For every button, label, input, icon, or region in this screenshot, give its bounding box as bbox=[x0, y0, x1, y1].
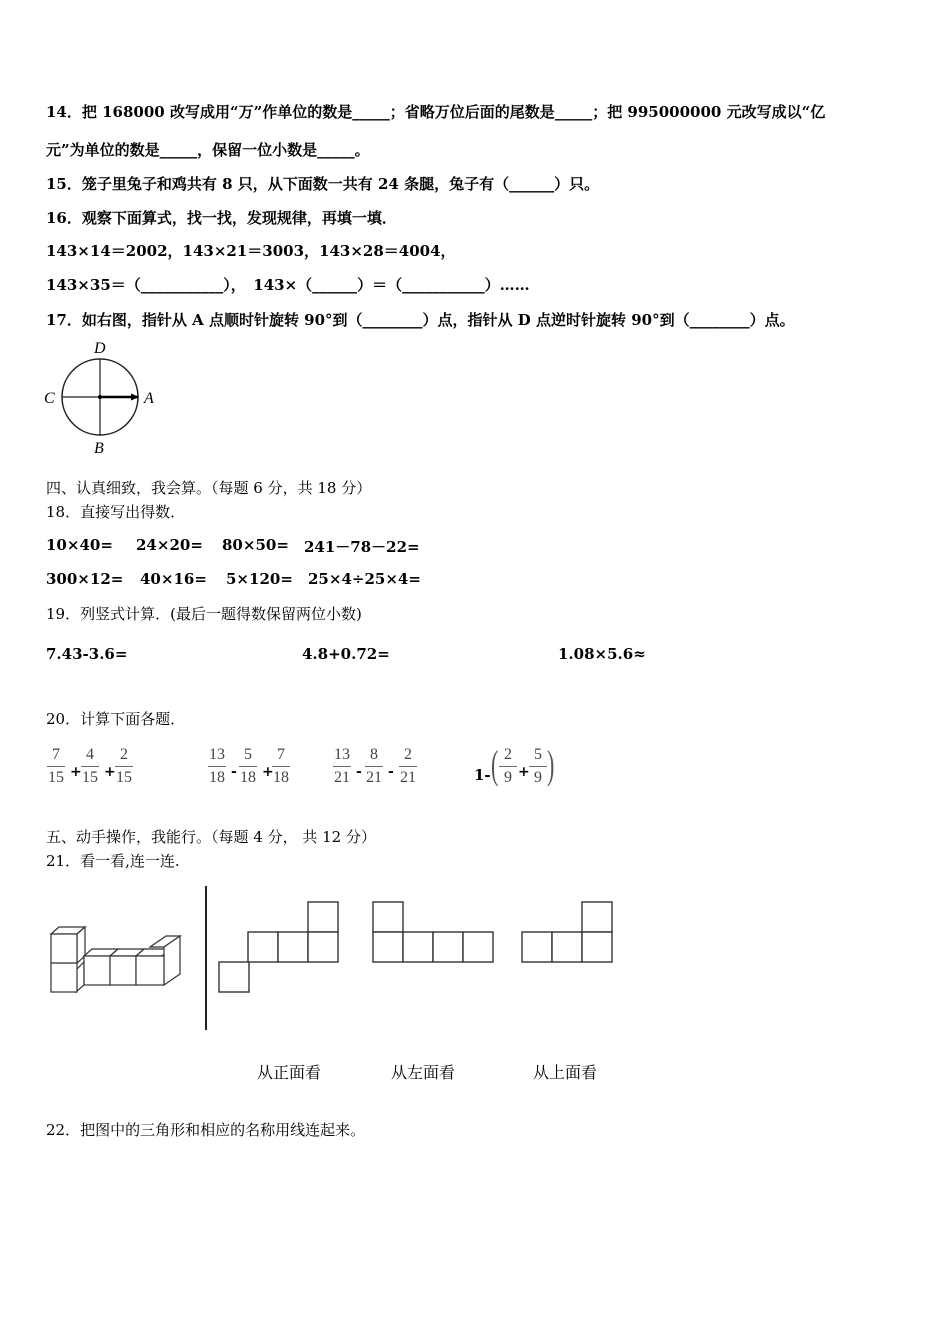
e2-frac1: 13 18 bbox=[209, 746, 225, 786]
cube-front bbox=[110, 956, 136, 985]
e3-frac3: 2 21 bbox=[400, 746, 416, 786]
view-label-top: 从上面看 bbox=[533, 1063, 598, 1082]
q18-row2-item2: 40×16= bbox=[140, 570, 207, 588]
e2-op2: + bbox=[262, 764, 274, 780]
q21-title: 21．看一看,连一连. bbox=[46, 852, 180, 870]
e4-prefix: 1- bbox=[474, 766, 491, 784]
q18-row1-item2: 24×20= bbox=[136, 536, 203, 554]
center-dot bbox=[98, 395, 102, 399]
e1-frac2: 4 15 bbox=[82, 746, 98, 786]
view-shape-1 bbox=[219, 902, 338, 992]
q19-item1: 7.43-3.6= bbox=[46, 645, 128, 663]
q14-line1: 14．把 168000 改写成用“万”作单位的数是_____；省略万位后面的尾数是_____；把 995000000 元改写成以“亿 bbox=[46, 103, 826, 121]
label-d: D bbox=[94, 340, 106, 357]
view-shape-3 bbox=[522, 902, 612, 962]
e2-frac3: 7 18 bbox=[273, 746, 289, 786]
e2-op1: - bbox=[231, 764, 237, 780]
q18-row1-item3: 80×50= bbox=[222, 536, 289, 554]
cube-front bbox=[51, 934, 77, 963]
q18-row1-item4: 241－78－22= bbox=[304, 538, 420, 556]
cube-front bbox=[136, 956, 164, 985]
e1-op2: + bbox=[104, 764, 116, 780]
e1-op1: + bbox=[70, 764, 82, 780]
e4-frac1: 2 9 bbox=[499, 746, 517, 787]
q21-figures bbox=[40, 880, 640, 1040]
view-label-left: 从左面看 bbox=[391, 1063, 456, 1082]
clock-circle-figure bbox=[40, 336, 165, 458]
q18-title: 18．直接写出得数． bbox=[46, 503, 186, 521]
cube-front bbox=[51, 963, 77, 992]
e1-frac3: 2 15 bbox=[116, 746, 132, 786]
q16-line2: 143×35＝（___________）， 143×（______）＝（___________）…… bbox=[46, 276, 530, 294]
e1-frac1: 7 15 bbox=[48, 746, 64, 786]
cube-solid-3d bbox=[51, 927, 180, 992]
q18-row2-item1: 300×12= bbox=[46, 570, 124, 588]
q20-title: 20．计算下面各题． bbox=[46, 710, 186, 728]
e4-left-paren: ( bbox=[490, 742, 499, 787]
cube-front bbox=[84, 956, 110, 985]
e3-frac1: 13 21 bbox=[334, 746, 350, 786]
e4-op: + bbox=[518, 764, 530, 780]
q16-line1: 143×14＝2002，143×21＝3003，143×28＝4004， bbox=[46, 242, 456, 260]
section5-heading: 五、动手操作，我能行。（每题 4 分， 共 12 分） bbox=[46, 828, 376, 846]
q18-row1-item1: 10×40= bbox=[46, 536, 113, 554]
q19-item3: 1.08×5.6≈ bbox=[558, 645, 646, 663]
e4-right-paren: ) bbox=[546, 742, 555, 787]
e4-frac2: 5 9 bbox=[529, 746, 547, 787]
e3-op1: - bbox=[356, 764, 362, 780]
q19-title: 19．列竖式计算．(最后一题得数保留两位小数) bbox=[46, 605, 362, 623]
q14-line2: 元”为单位的数是_____，保留一位小数是_____。 bbox=[46, 141, 370, 159]
view-shape-2 bbox=[373, 902, 493, 962]
view-label-front: 从正面看 bbox=[257, 1063, 322, 1082]
q17-text: 17．如右图，指针从 A 点顺时针旋转 90°到（________）点，指针从 D 点逆时针旋转 90°到（________）点。 bbox=[46, 311, 795, 329]
e2-frac2: 5 18 bbox=[240, 746, 256, 786]
q16-title: 16．观察下面算式，找一找，发现规律，再填一填． bbox=[46, 209, 397, 227]
e3-op2: - bbox=[388, 764, 394, 780]
q15-text: 15．笼子里兔子和鸡共有 8 只，从下面数一共有 24 条腿，兔子有（______）只。 bbox=[46, 175, 600, 193]
q19-item2: 4.8+0.72= bbox=[302, 645, 390, 663]
label-c: C bbox=[44, 390, 55, 407]
q22-text: 22．把图中的三角形和相应的名称用线连起来。 bbox=[46, 1121, 366, 1139]
label-a: A bbox=[144, 390, 154, 407]
q18-row2-item3: 5×120= bbox=[226, 570, 293, 588]
section4-heading: 四、认真细致，我会算。（每题 6 分，共 18 分） bbox=[46, 479, 372, 497]
e3-frac2: 8 21 bbox=[366, 746, 382, 786]
q18-row2-item4: 25×4÷25×4= bbox=[308, 570, 421, 588]
label-b: B bbox=[94, 440, 104, 457]
